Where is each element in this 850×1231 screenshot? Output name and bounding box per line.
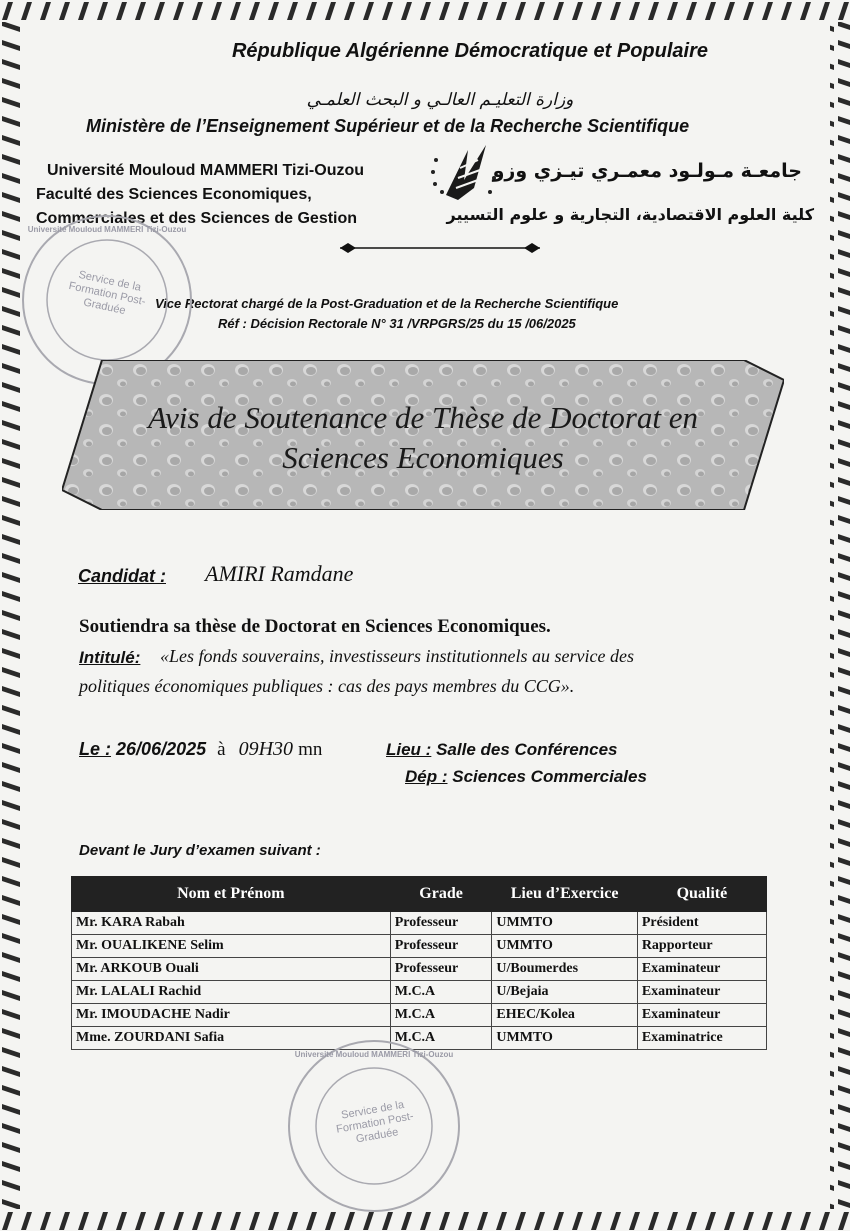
thesis-title-label: Intitulé: <box>79 648 141 667</box>
member-place: UMMTO <box>492 935 637 958</box>
col-header-name: Nom et Prénom <box>72 877 391 912</box>
candidate-label: Candidat : <box>78 566 166 586</box>
member-grade: Professeur <box>390 912 492 935</box>
member-place: U/Bejaia <box>492 981 637 1004</box>
stamp-ring-label: Université Mouloud MAMMERI Tizi-Ouzou <box>27 225 187 234</box>
vice-rectorat-line: Vice Rectorat chargé de la Post-Graduation et de la Recherche Scientifique <box>155 296 619 311</box>
table-row <box>72 935 767 958</box>
thesis-title-line1: «Les fonds souverains, investisseurs institutionnels au service des <box>160 646 634 666</box>
university-name-fr: Université Mouloud MAMMERI Tizi-Ouzou <box>47 162 365 179</box>
member-role: Rapporteur <box>637 935 766 958</box>
table-row <box>72 912 767 935</box>
member-name: Mme. ZOURDANI Safia <box>72 1027 391 1050</box>
schedule-date-row <box>79 738 322 761</box>
member-name: Mr. ARKOUB Ouali <box>72 958 391 981</box>
faculty-name-fr-line1: Faculté des Sciences Economiques, <box>36 186 312 203</box>
member-name: Mr. LALALI Rachid <box>72 981 391 1004</box>
member-role: Président <box>637 912 766 935</box>
dept-label: Dép : <box>405 767 448 786</box>
thesis-sentence: Soutiendra sa thèse de Doctorat en Sciences Economiques. <box>79 616 551 637</box>
member-grade: Professeur <box>390 935 492 958</box>
schedule-place-row <box>386 740 618 760</box>
member-place: UMMTO <box>492 1027 637 1050</box>
stamp-center-label: Service de la Formation Post-Graduée <box>335 1098 415 1146</box>
member-role: Examinateur <box>637 958 766 981</box>
table-row <box>72 958 767 981</box>
date-label: Le : <box>79 739 112 759</box>
time-unit: mn <box>298 739 323 760</box>
table-row <box>72 1004 767 1027</box>
member-role: Examinateur <box>637 981 766 1004</box>
time-value: 09H30 <box>238 738 294 760</box>
stamp-ring-label: Université Mouloud MAMMERI Tizi-Ouzou <box>294 1050 454 1059</box>
ministry-heading: Ministère de l’Enseignement Supérieur et de la Recherche Scientifique <box>86 116 690 136</box>
jury-intro: Devant le Jury d’examen suivant : <box>79 842 321 859</box>
dept-value: Sciences Commerciales <box>452 767 647 786</box>
member-name: Mr. KARA Rabah <box>72 912 391 935</box>
col-header-role: Qualité <box>637 877 766 912</box>
place-label: Lieu : <box>386 740 432 759</box>
faculty-name-arabic: كلية العلوم الاقتصادية، التجارية و علوم التسيير <box>446 205 814 224</box>
col-header-place: Lieu d’Exercice <box>492 877 637 912</box>
member-name: Mr. IMOUDACHE Nadir <box>72 1004 391 1027</box>
member-grade: Professeur <box>390 958 492 981</box>
ministry-arabic: وزارة التعليـم العالـي و البحث العلمـي <box>306 90 574 110</box>
university-stamp-bottom <box>288 1040 460 1212</box>
candidate-name: AMIRI Ramdane <box>205 561 354 586</box>
jury-table <box>71 876 767 1050</box>
date-value: 26/06/2025 <box>116 739 207 759</box>
member-place: UMMTO <box>492 912 637 935</box>
decision-reference: Réf : Décision Rectorale N° 31 /VRPGRS/25 du 15 /06/2025 <box>218 316 576 331</box>
place-value: Salle des Conférences <box>436 740 618 759</box>
member-grade: M.C.A <box>390 1004 492 1027</box>
banner-title-line2: Sciences Economiques <box>282 440 564 475</box>
member-name: Mr. OUALIKENE Selim <box>72 935 391 958</box>
republic-heading: République Algérienne Démocratique et Populaire <box>231 40 708 62</box>
member-role: Examinateur <box>637 1004 766 1027</box>
schedule-dept-row <box>405 767 647 787</box>
thesis-title-line2: politiques économiques publiques : cas des pays membres du CCG». <box>79 676 575 696</box>
banner-title-line1: Avis de Soutenance de Thèse de Doctorat en <box>147 400 699 435</box>
col-header-grade: Grade <box>390 877 492 912</box>
member-grade: M.C.A <box>390 1027 492 1050</box>
member-role: Examinatrice <box>637 1027 766 1050</box>
stamp-center-label: Service de la Formation Post-Graduée <box>67 268 147 318</box>
banner-title <box>62 398 784 478</box>
table-row <box>72 981 767 1004</box>
member-place: U/Boumerdes <box>492 958 637 981</box>
jury-table-header <box>72 877 767 912</box>
date-at: à <box>217 739 226 760</box>
header-divider <box>330 240 550 256</box>
university-name-arabic: جامعـة مـولـود معمـري تيـزي وزو <box>492 160 802 182</box>
member-place: EHEC/Kolea <box>492 1004 637 1027</box>
member-grade: M.C.A <box>390 981 492 1004</box>
faculty-name-fr-line2: Commerciales et des Sciences de Gestion <box>36 210 358 227</box>
